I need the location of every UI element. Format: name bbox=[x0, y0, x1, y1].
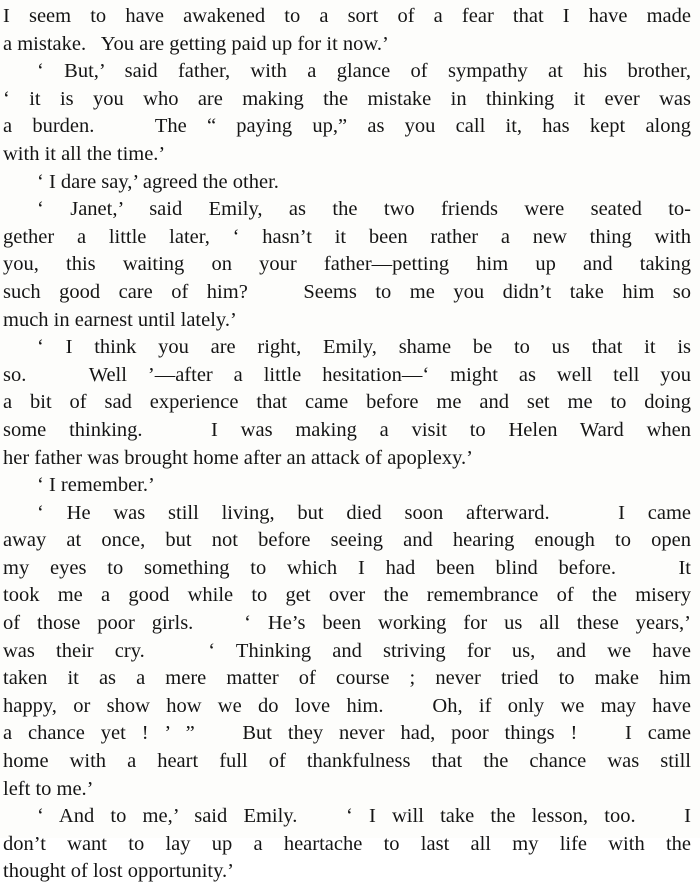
text-line: much in earnest until lately.’ bbox=[3, 308, 237, 331]
text-line: ‘ And to me,’ said Emily. ‘ I will take the lesson, too. I bbox=[37, 805, 691, 828]
text-line: such good care of him? Seems to me you didn’t take him so bbox=[3, 280, 691, 303]
text-line: don’t want to lay up a heartache to last all my life with the bbox=[3, 832, 691, 855]
text-line: I seem to have awakened to a sort of a fear that I have made bbox=[3, 5, 691, 27]
text-line: a mistake. You are getting paid up for it now.’ bbox=[3, 32, 389, 55]
text-line: was their cry. ‘ Thinking and striving for us, and we have bbox=[3, 639, 691, 662]
text-line: home with a heart full of thankfulness that the chance was still bbox=[3, 750, 691, 773]
text-line: thought of lost opportunity.’ bbox=[3, 860, 234, 883]
text-line: gether a little later, ‘ hasn’t it been rather a new thing with bbox=[3, 225, 691, 248]
text-line: left to me.’ bbox=[3, 777, 94, 800]
text-line: ‘ Janet,’ said Emily, as the two friends were seated to- bbox=[37, 198, 691, 221]
text-line: my eyes to something to which I had been blind before. It bbox=[3, 556, 691, 579]
text-line: taken it as a mere matter of course ; never tried to make him bbox=[3, 667, 691, 690]
text-line: ‘ I remember.’ bbox=[37, 474, 155, 497]
text-line: a chance yet ! ’ ” But they never had, poor things ! I came bbox=[3, 722, 691, 745]
text-line: of those poor girls. ‘ He’s been working for us all these years,’ bbox=[3, 612, 691, 635]
text-line: some thinking. I was making a visit to Helen Ward when bbox=[3, 418, 691, 441]
text-line: happy, or show how we do love him. Oh, if only we may have bbox=[3, 694, 691, 717]
text-line: a burden. The “ paying up,” as you call it, has kept along bbox=[3, 115, 691, 138]
text-line: ‘ He was still living, but died soon afterward. I came bbox=[37, 501, 691, 524]
text-line: you, this waiting on your father—petting him up and taking bbox=[3, 253, 691, 276]
text-line: so. Well ’—after a little hesitation—‘ might as well tell you bbox=[3, 363, 691, 386]
text-line: with it all the time.’ bbox=[3, 142, 166, 165]
text-line: took me a good while to get over the remembrance of the misery bbox=[3, 584, 691, 607]
text-line: ‘ But,’ said father, with a glance of sympathy at his brother, bbox=[37, 60, 691, 83]
page-text bbox=[3, 3, 691, 886]
text-line: a bit of sad experience that came before me and set me to doing bbox=[3, 391, 691, 414]
text-line: her father was brought home after an attack of apoplexy.’ bbox=[3, 446, 473, 469]
text-line: away at once, but not before seeing and hearing enough to open bbox=[3, 529, 691, 552]
text-line: ‘ it is you who are making the mistake in thinking it ever was bbox=[3, 87, 691, 110]
text-line: ‘ I think you are right, Emily, shame be to us that it is bbox=[37, 336, 691, 359]
text-line: ‘ I dare say,’ agreed the other. bbox=[37, 170, 279, 193]
